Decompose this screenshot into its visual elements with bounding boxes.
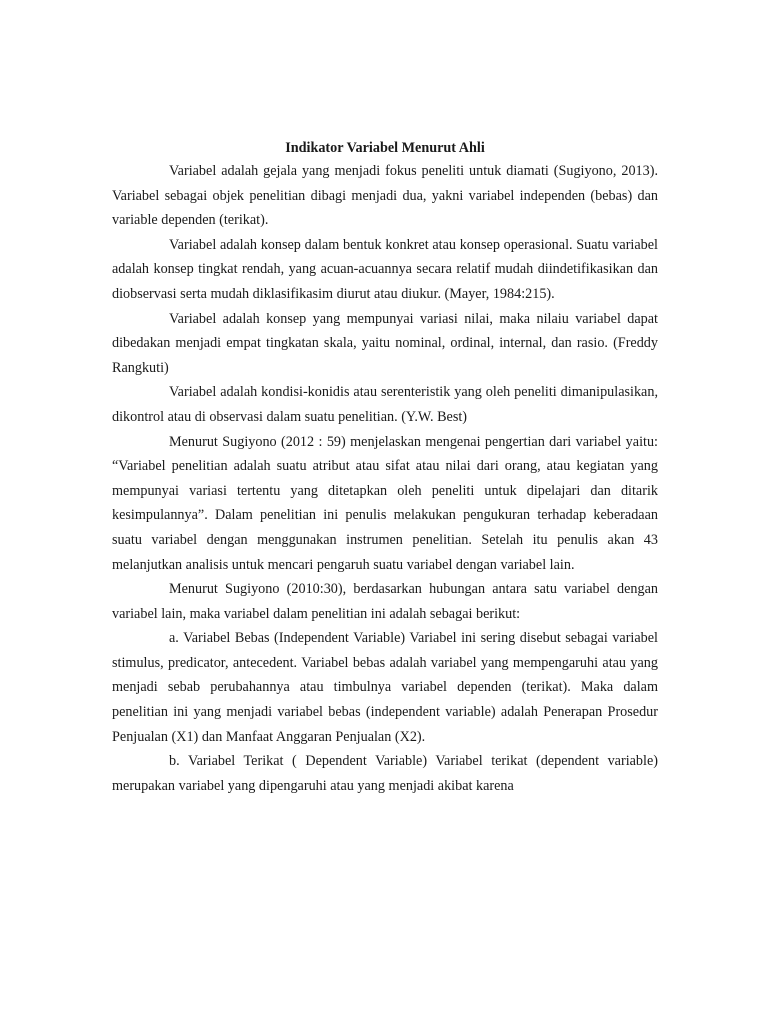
paragraph-sugiyono-2012: Menurut Sugiyono (2012 : 59) menjelaskan mengenai pengertian dari variabel yaitu: “Variabel penelitian adalah suatu atribut atau sifat atau nilai dari orang, atau kegiatan yang mempunyai variasi tertentu yang ditetapkan oleh peneliti untuk dipelajari dan ditarik kesimpulannya”. Dalam penelitian ini penulis melakukan pengukuran terhadap keberadaan suatu variabel dengan menggunakan instrumen penelitian. Setelah itu penulis akan 43 melanjutkan analisis untuk mencari pengaruh suatu variabel dengan variabel lain. — [112, 433, 658, 573]
paragraph-dependent-variable: b. Variabel Terikat ( Dependent Variable) Variabel terikat (dependent variable) merupakan variabel yang dipengaruhi atau yang menjadi akibat karena — [112, 753, 658, 794]
paragraph-definition-rangkuti: Variabel adalah konsep yang mempunyai variasi nilai, maka nilaiu variabel dapat dibedakan menjadi empat tingkatan skala, yaitu nominal, ordinal, internal, dan rasio. (Freddy Rangkuti) — [112, 310, 658, 376]
paragraph-independent-variable: a. Variabel Bebas (Independent Variable) Variabel ini sering disebut sebagai variabel stimulus, predicator, antecedent. Variabel bebas adalah variabel yang mempengaruhi atau yang menjadi sebab perubahannya atau timbulnya variabel dependen (terikat). Maka dalam penelitian ini yang menjadi variabel bebas (independent variable) adalah Penerapan Prosedur Penjualan (X1) dan Manfaat Anggaran Penjualan (X2). — [112, 630, 658, 745]
paragraph-definition-mayer: Variabel adalah konsep dalam bentuk konkret atau konsep operasional. Suatu variabel adalah konsep tingkat rendah, yang acuan-acuannya secara relatif mudah diindetifikasikan dan diobservasi serta mudah diklasifikasim diurut atau diukur. (Mayer, 1984:215). — [112, 236, 658, 302]
document-title: Indikator Variabel Menurut Ahli — [285, 140, 485, 156]
document-body — [112, 137, 658, 798]
paragraph-definition-best: Variabel adalah kondisi-konidis atau serenteristik yang oleh peneliti dimanipulasikan, dikontrol atau di observasi dalam suatu penelitian. (Y.W. Best) — [112, 384, 658, 425]
paragraph-definition-sugiyono: Variabel adalah gejala yang menjadi fokus peneliti untuk diamati (Sugiyono, 2013). Variabel sebagai objek penelitian dibagi menjadi dua, yakni variabel independen (bebas) dan variable dependen (terikat). — [112, 163, 658, 229]
paragraph-sugiyono-2010: Menurut Sugiyono (2010:30), berdasarkan hubungan antara satu variabel dengan variabel lain, maka variabel dalam penelitian ini adalah sebagai berikut: — [112, 581, 658, 622]
